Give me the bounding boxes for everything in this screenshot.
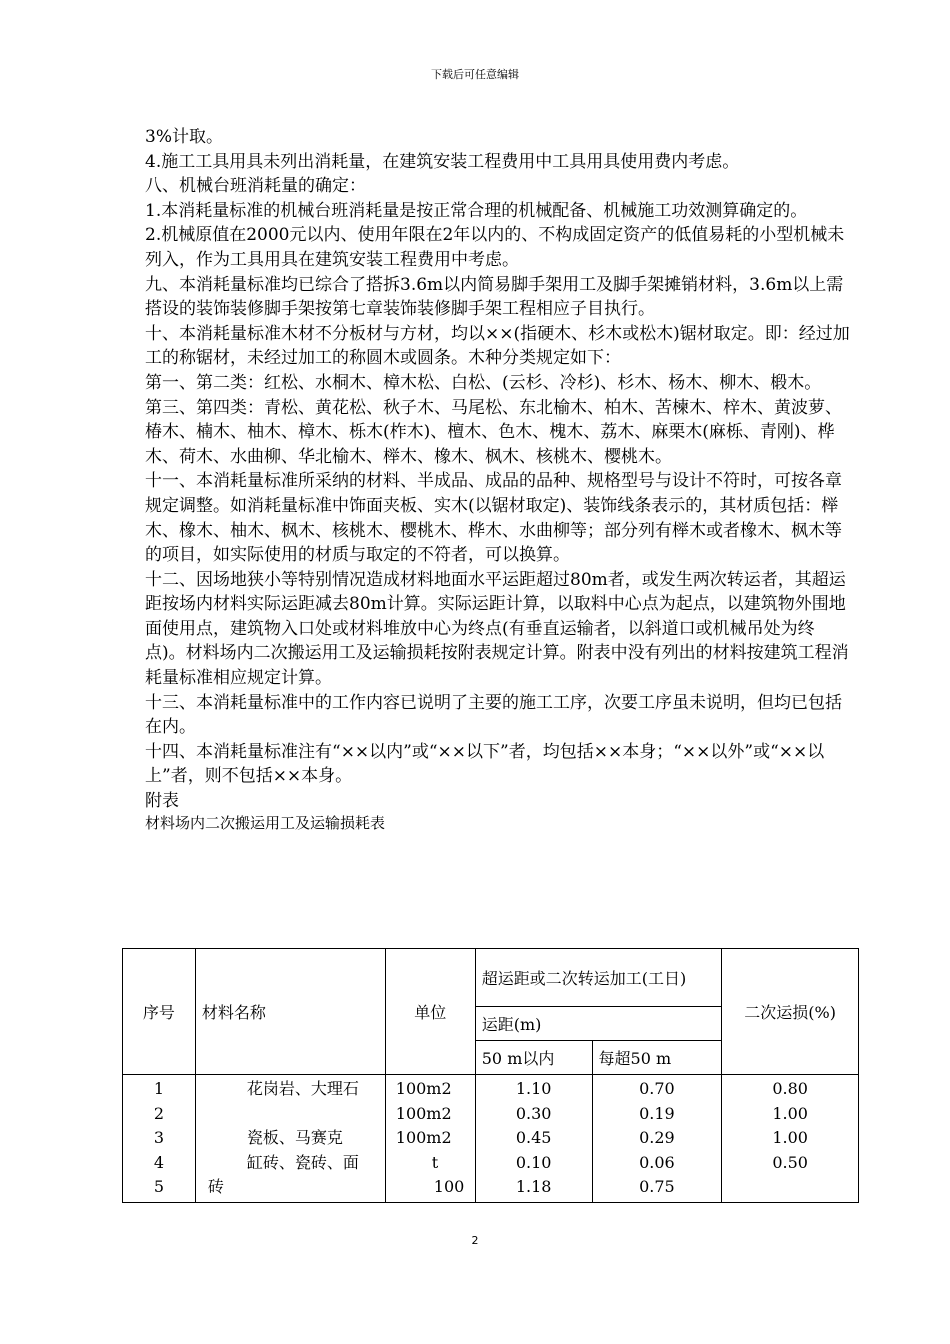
material-name-cell [202,1102,379,1127]
material-name-cell: 瓷板、马赛克 [246,1128,343,1148]
secondary-loss-cell: 1.00 [772,1128,808,1148]
per-50m-cell: 0.19 [639,1103,675,1123]
unit-cell: 100m2 [395,1128,452,1148]
appendix-label: 附表 [145,791,179,812]
paragraph: 第三、第四类：青松、黄花松、秋子木、马尾松、东北榆木、柏木、苦楝木、梓木、黄波萝、椿木、楠木、柚木、樟木、栎木(柞木)、檀木、色木、槐木、荔木、麻栗木(麻栎、青刚)、桦木、荷木、水曲柳、华北榆木、榉木、橡木、枫木、核桃木、樱桃木。 [145,397,842,467]
per-50m-column [592,1075,722,1203]
document-body [145,125,850,832]
paragraph: 十四、本消耗量标准注有“××以内”或“××以下”者，均包括××本身；“××以外”或“××以上”者，则不包括××本身。 [145,741,825,787]
header-distance: 运距(m) [475,1007,722,1041]
paragraph: 4.施工工具用具未列出消耗量，在建筑安装工程费用中工具用具使用费内考虑。 [145,151,740,172]
per-50m-cell: 0.75 [639,1177,675,1197]
material-name-cell: 砖 [207,1177,224,1197]
secondary-loss-cell: 0.50 [772,1152,808,1172]
header-unit: 单位 [385,949,475,1075]
seq-cell: 5 [153,1177,165,1197]
paragraph: 九、本消耗量标准均已综合了搭拆3.6m以内简易脚手架用工及脚手架摊销材料，3.6m以上需搭设的装饰装修脚手架按第七章装饰装修脚手架工程相应子目执行。 [145,274,844,320]
paragraph: 3%计取。 [145,127,223,147]
paragraph: 十三、本消耗量标准中的工作内容已说明了主要的施工工序，次要工序虽未说明，但均已包括在内。 [145,692,842,738]
paragraph: 1.本消耗量标准的机械台班消耗量是按正常合理的机械配备、机械施工功效测算确定的。 [145,200,808,221]
per-50m-cell: 0.29 [639,1128,675,1148]
within-50m-cell: 0.30 [515,1103,552,1123]
page-header: 下载后可任意编辑 [431,68,519,81]
material-name-cell: 缸砖、瓷砖、面 [246,1152,359,1172]
header-material-name: 材料名称 [195,949,385,1075]
header-seq: 序号 [123,949,196,1075]
paragraph: 第一、第二类：红松、水桐木、樟木松、白松、(云杉、冷杉)、杉木、杨木、柳木、椴木。 [145,372,822,393]
seq-cell: 4 [153,1152,165,1172]
paragraph: 十一、本消耗量标准所采纳的材料、半成品、成品的品种、规格型号与设计不符时，可按各章规定调整。如消耗量标准中饰面夹板、实木(以锯材取定)、装饰线条表示的，其材质包括：榉木、橡木、柚木、枫木、核桃木、樱桃木、桦木、水曲柳等；部分列有榉木或者橡木、枫木等的项目，如实际使用的材质与取定的不符者，可以换算。 [145,471,842,566]
unit-cell: 100m2 [395,1079,452,1098]
paragraph: 十二、因场地狭小等特别情况造成材料地面水平运距超过80m者，或发生两次转运者，其超运距按场内材料实际运距减去80m计算。实际运距计算，以取料中心点为起点，以建筑物外围地面使用点，建筑物入口处或材料堆放中心为终点(有垂直运输者，以斜道口或机械吊处为终点)。材料场内二次搬运用工及运输损耗按附表规定计算。附表中没有列出的材料按建筑工程消耗量标准相应规定计算。 [145,569,849,689]
unit-cell: 100m2 [395,1103,452,1123]
secondary-loss-cell [728,1175,852,1200]
seq-cell: 3 [153,1128,165,1148]
unit-cell: 100 [433,1177,465,1197]
header-per-50m: 每超50 m [592,1041,722,1075]
within-50m-column [475,1075,592,1203]
unit-column [385,1075,475,1203]
within-50m-cell: 0.45 [515,1128,552,1148]
transport-loss-table [122,948,859,1203]
table-title: 材料场内二次搬运用工及运输损耗表 [145,813,386,832]
secondary-loss-cell: 0.80 [772,1079,808,1098]
seq-cell: 2 [153,1103,165,1123]
within-50m-cell: 0.10 [515,1152,552,1172]
page-number: 2 [471,1234,479,1247]
within-50m-cell: 1.18 [515,1177,552,1197]
secondary-loss-cell: 1.00 [772,1103,808,1123]
secondary-loss-column [722,1075,859,1203]
within-50m-cell: 1.10 [515,1079,552,1098]
unit-cell: t [431,1152,439,1172]
seq-cell: 1 [153,1079,165,1098]
header-secondary-loss: 二次运损(%) [722,949,859,1075]
paragraph: 十、本消耗量标准木材不分板材与方材，均以××(指硬木、杉木或松木)锯材取定。即：经过加工的称锯材，未经过加工的称圆木或圆条。木种分类规定如下： [145,323,850,369]
material-name-column [195,1075,385,1203]
paragraph: 八、机械台班消耗量的确定： [145,176,366,197]
seq-column [123,1075,196,1203]
header-extra-distance: 超运距或二次转运加工(工日) [475,949,722,1007]
header-within-50m: 50 m以内 [475,1041,592,1075]
per-50m-cell: 0.70 [639,1079,675,1098]
material-name-cell: 花岗岩、大理石 [246,1079,359,1098]
paragraph: 2.机械原值在2000元以内、使用年限在2年以内的、不构成固定资产的低值易耗的小型机械未列入，作为工具用具在建筑安装工程费用中考虑。 [145,225,845,270]
per-50m-cell: 0.06 [639,1152,675,1172]
